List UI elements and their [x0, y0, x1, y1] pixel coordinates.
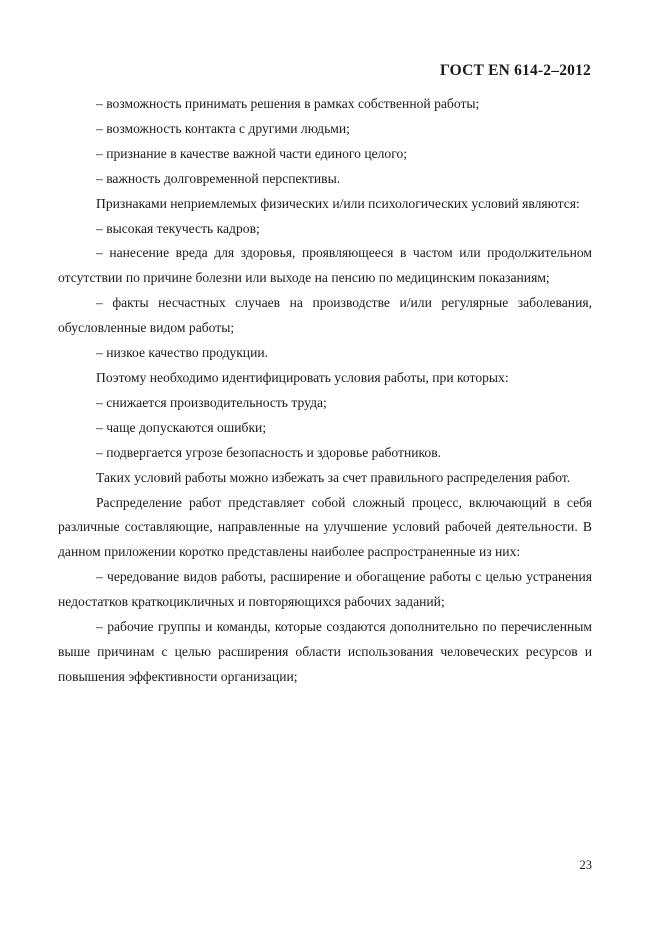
list-item-work-groups: – рабочие группы и команды, которые создаются дополнительно по перечисленным выше причинам с целью расширения области использования человеческих ресурсов и повышения эффективности организации; [58, 619, 592, 684]
page-number: 23 [579, 858, 592, 872]
list-item-low-quality: – низкое качество продукции. [96, 345, 269, 361]
list-item-accidents: – факты несчастных случаев на производстве и/или регулярные заболевания, обусловленные видом работы; [58, 295, 592, 336]
paragraph-avoid-conditions: Таких условий работы можно избежать за счет правильного распределения работ. [96, 469, 571, 485]
list-item-decision-making: – возможность принимать решения в рамках собственной работы; [96, 96, 480, 111]
list-item-health-harm: – нанесение вреда для здоровья, проявляющееся в частом или продолжительном отсутствии по причине болезни или выходе на пенсию по медицинским показаниям; [58, 245, 592, 286]
paragraph-work-distribution: Распределение работ представляет собой сложный процесс, включающий в себя различные составляющие, направленные на улучшение условий рабочей деятельности. В данном приложении коротко представлены наиболее распространенные из них: [58, 494, 592, 560]
body-text [58, 92, 592, 690]
document-header-standard: ГОСТ EN 614-2–2012 [439, 62, 591, 79]
list-item-safety-threat: – подвергается угрозе безопасность и здоровье работников. [96, 444, 442, 460]
list-item-long-term-perspective: – важность долговременной перспективы. [96, 170, 341, 186]
list-item-productivity-drop: – снижается производительность труда; [96, 394, 327, 410]
list-item-contact-with-people: – возможность контакта с другими людьми; [96, 120, 350, 136]
list-item-job-rotation: – чередование видов работы, расширение и обогащение работы с целью устранения недостатков краткоцикличных и повторяющихся рабочих заданий; [58, 569, 592, 610]
list-item-more-errors: – чаще допускаются ошибки; [96, 419, 267, 435]
paragraph-unacceptable-conditions-intro: Признаками неприемлемых физических и/или психологических условий являются: [96, 195, 580, 211]
list-item-staff-turnover: – высокая текучесть кадров; [96, 220, 260, 236]
paragraph-identify-conditions: Поэтому необходимо идентифицировать условия работы, при которых: [96, 369, 509, 385]
list-item-recognition: – признание в качестве важной части единого целого; [96, 145, 408, 161]
